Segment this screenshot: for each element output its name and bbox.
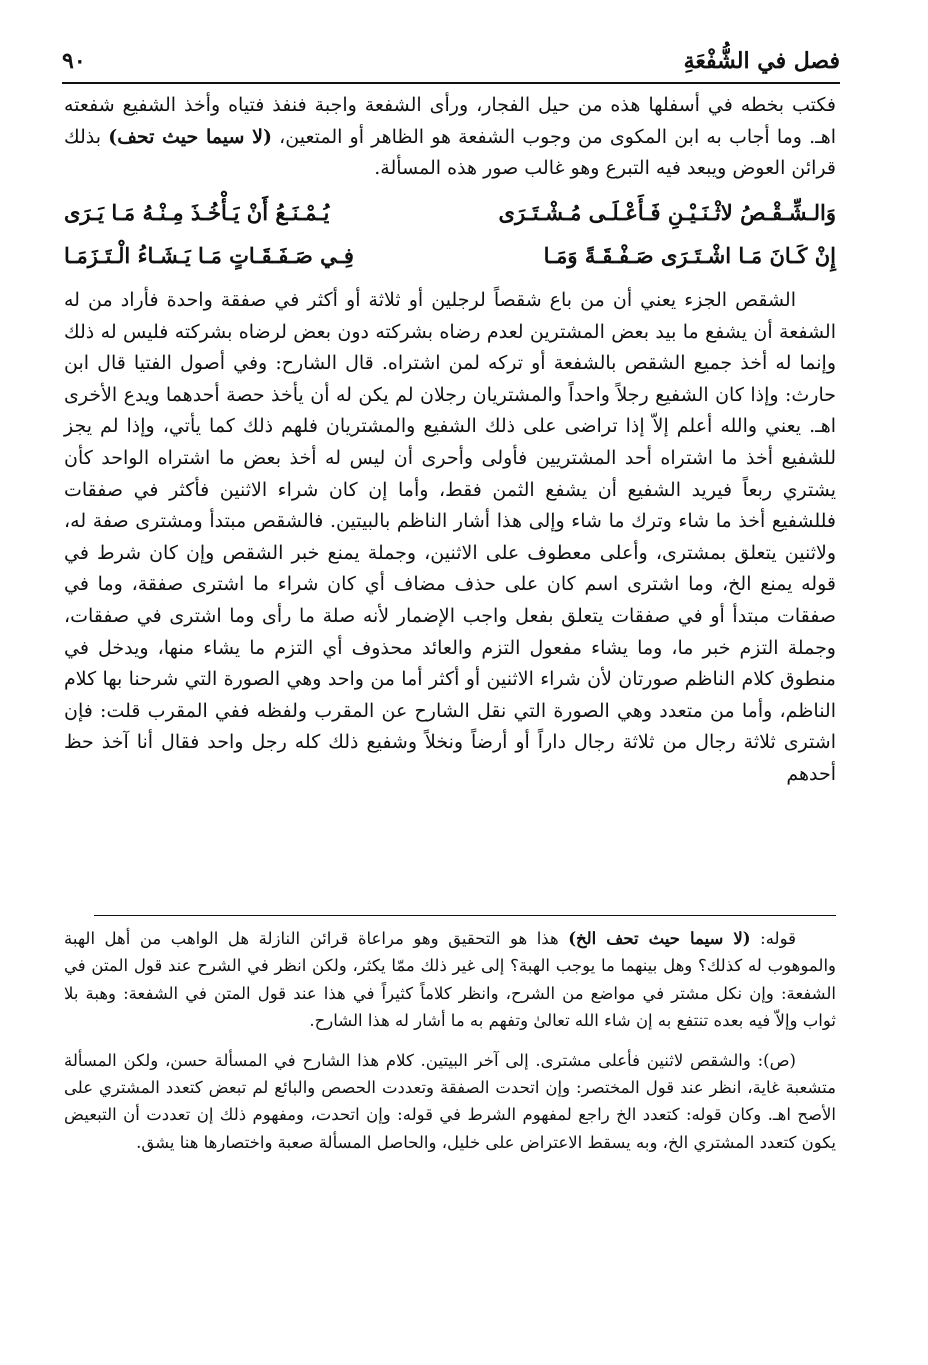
footnotes (64, 925, 836, 1156)
footnote-1-text: هذا هو التحقيق وهو مراعاة قرائن النازلة هل الواهب من أهل الهبة والموهوب له كذلك؟ وهل بينهما ما يوجب الهبة؟ إلى غير ذلك ممّا يكثر، ولكن انظر في الشرح عند قول المتن في الشفعة: وإن نكل مشتر في مواضع من الشرح، وانظر كلاماً كثيراً في هذا عند قول المتن في الشفعة: وهبة بلا ثواب وإلاّ فيه بعده تنتفع به إن شاء الله تعالىٰ وتفهم به ما أشار له هذا الشارح. (64, 929, 836, 1031)
intro-text: فكتب بخطه في أسفلها هذه من حيل الفجار، ورأى الشفعة واجبة فنفذ فتياه وأخذ الشفيع شفعته اهـ. وما أجاب به ابن المكوى من وجوب الشفعة هو الظاهر أو المتعين، (64, 94, 836, 148)
intro-end-text: بذلك قرائن العوض ويبعد فيه التبرع وهو غالب صور هذه المسألة. (64, 125, 836, 180)
verse-2-second-hemistich: فِـي صَـفَـقَـاتٍ مَـا يَـشَـاءُ الْـتَـزَمَـا (64, 243, 354, 268)
footnote-1-bold-quote: (لا سيما حيث تحف الخ) (568, 929, 751, 948)
verse-line-2 (64, 243, 836, 279)
main-text (64, 90, 836, 185)
intro-bold-quote: (لا سيما حيث تحف) (108, 125, 272, 148)
intro-paragraph (64, 90, 836, 185)
page-number: ٩٠ (62, 48, 86, 74)
commentary-paragraph: الشقص الجزء يعني أن من باع شقصاً لرجلين أو ثلاثة أو أكثر في صفقة واحدة فأراد من له الشفعة أن يشفع ما بيد بعض المشترين لعدم رضاه بشركته دون بعض لرضاه بشركته فليس له ذلك وإنما له أخذ جميع الشقص بالشفعة أو تركه لمن اشتراه. قال الشارح: وفي أصول الفتيا قال ابن حارث: وإذا كان الشفيع رجلاً واحداً والمشتريان رجلان لم يكن له أن يأخذ حصة أحدهما ويدع الأخرى اهـ. يعني والله أعلم إلاّ إذا تراضى على ذلك الشفيع والمشتريان فلهم ذلك كما يأتي، وإذا لم يجز للشفيع أخذ ما اشتراه أحد المشتريين فأولى وأحرى أن ليس له أخذ بعض ما اشتراه الواحد كأن يشتري ربعاً فيريد الشفيع أن يشفع الثمن فقط، وأما إن كان شراء الاثنين فأكثر في صفقات فللشفيع أخذ ما شاء وترك ما شاء وإلى هذا أشار الناظم بالبيتين. فالشقص مبتدأ ومشترى صفة له، ولاثنين يتعلق بمشترى، وأعلى معطوف على الاثنين، وجملة يمنع خبر الشقص وإن كان شرط في قوله يمنع الخ، وما اشترى اسم كان على حذف مضاف أي كان شراء ما اشترى صفقة، وما في صفقات مبتدأ أو في صفقات يتعلق بفعل واجب الإضمار لأنه صلة ما رأى وما اشترى في صفقات، وجملة التزم خبر ما، وما يشاء مفعول التزم والعائد محذوف أي التزم ما يشاء منها، ويدخل في منطوق كلام الناظم صورتان لأن شراء الاثنين أو أكثر أما من واحد وهي الصورة التي شرحنا بها كلام الناظم، وأما من متعدد وهي الصورة التي نقل الشارح عن المقرب ولفظه ففي المقرب قلت: فإن اشترى ثلاثة رجال من ثلاثة رجال داراً أو أرضاً ونخلاً وشفيع ذلك كله رجل واحد فقال أنا آخذ حظ أحدهم (64, 289, 836, 785)
footnote-2: (ص): والشقص لاثنين فأعلى مشترى. إلى آخر البيتين. كلام هذا الشارح في المسألة حسن، ولكن المسألة متشعبة غاية، انظر عند قول المختصر: وإن اتحدت الصفقة وتعددت الحصص والبائع لم تبعض كتعدد المشتري على الأصح اهـ. وكان قوله: كتعدد الخ راجع لمفهوم الشرط في قوله: وإن اتحدت، ومفهوم ذلك إن تعددت أن التبعيض يكون كتعدد المشتري الخ، وبه يسقط الاعتراض على خليل، والحاصل المسألة صعبة واختصارها هنا يشق. (64, 1050, 836, 1152)
verse-line-1 (64, 200, 836, 236)
verse-1-second-hemistich: يُـمْـنَـعُ أَنْ يَـأْخُـذَ مِـنْـهُ مَـا يَـرَى (64, 200, 330, 225)
chapter-title: فصل في الشُّفْعَةِ (683, 48, 840, 74)
footnote-1 (64, 925, 836, 1035)
page-header (62, 34, 840, 74)
footnote-separator (94, 915, 836, 916)
header-rule (62, 82, 840, 84)
verse-1-first-hemistich: وَالـشِّـقْـصُ لاثْـنَـيْـنِ فَـأَعْـلَـى مُـشْـتَـرَى (498, 200, 836, 225)
verse-2-first-hemistich: إِنْ كَـانَ مَـا اشْـتَـرَى صَـفْـقَـةً وَمَـا (543, 243, 836, 268)
footnote-1-lead: قوله: (760, 929, 797, 948)
commentary-block (64, 285, 836, 791)
